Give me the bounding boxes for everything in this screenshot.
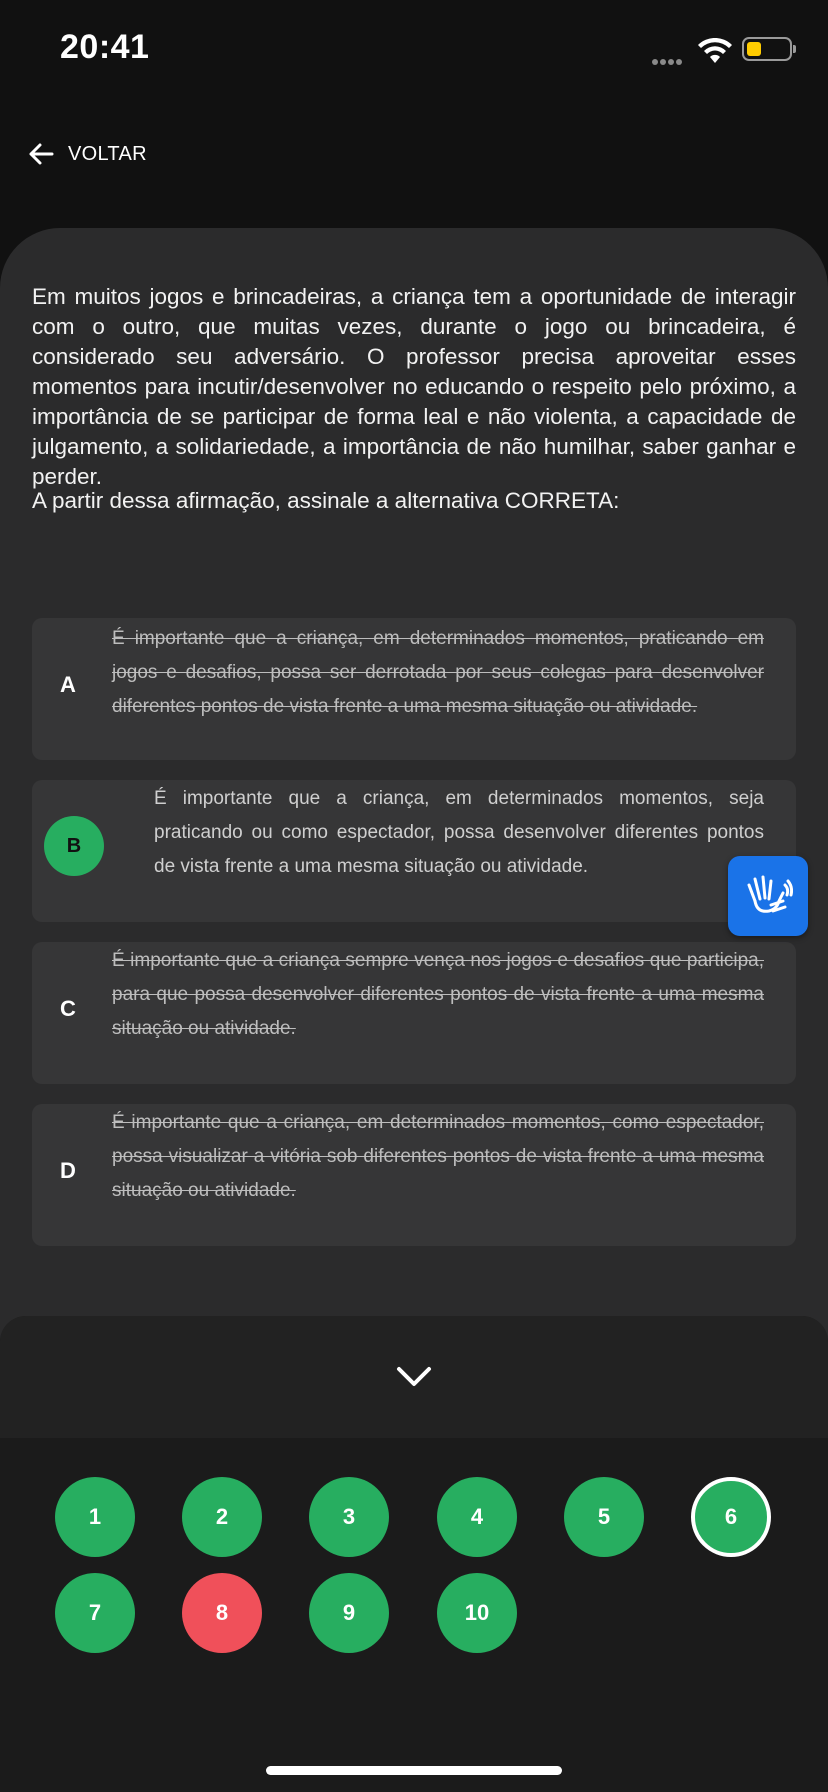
arrow-left-icon — [26, 139, 56, 169]
question-button-7[interactable]: 7 — [55, 1573, 135, 1653]
option-letter: A — [60, 672, 76, 697]
back-label: VOLTAR — [68, 142, 147, 165]
question-button-10[interactable]: 10 — [437, 1573, 517, 1653]
selected-option-badge: B — [44, 816, 104, 876]
home-indicator — [266, 1766, 562, 1775]
battery-icon — [742, 37, 792, 61]
signal-icon — [652, 52, 692, 62]
option-letter: C — [60, 996, 76, 1021]
question-text: Em muitos jogos e brincadeiras, a criança tem a oportunidade de interagir com o outro, que muitas vezes, durante o jogo ou brincadeira, é considerado seu adversário. O professor precisa aproveitar esses momentos para incutir/desenvolver no educando o respeito pelo próximo, a importância de se participar de forma leal e não violenta, a capacidade de julgamento, a solidariedade, a importância de não humilhar, saber ganhar e perder. — [32, 284, 796, 489]
sign-language-icon — [743, 871, 793, 921]
question-prompt: A partir dessa afirmação, assinale a alternativa CORRETA: — [32, 488, 620, 513]
question-button-3[interactable]: 3 — [309, 1477, 389, 1557]
option-a[interactable] — [32, 618, 796, 760]
option-text: É importante que a criança, em determinados momentos, como espectador, possa visualizar a vitória sob diferentes pontos de vista frente a uma mesma situação ou atividade. — [112, 1112, 764, 1201]
question-button-9[interactable]: 9 — [309, 1573, 389, 1653]
option-b[interactable] — [32, 780, 796, 922]
question-button-1[interactable]: 1 — [55, 1477, 135, 1557]
option-text: É importante que a criança sempre vença nos jogos e desafios que participa, para que possa desenvolver diferentes pontos de vista frente a uma mesma situação ou atividade. — [112, 950, 764, 1039]
option-d[interactable] — [32, 1104, 796, 1246]
option-text: É importante que a criança, em determinados momentos, praticando em jogos e desafios, possa ser derrotada por seus colegas para desenvolver diferentes pontos de vista frente a uma mesma situação ou atividade. — [112, 628, 764, 717]
question-button-2[interactable]: 2 — [182, 1477, 262, 1557]
back-button[interactable] — [26, 136, 147, 172]
sign-language-button[interactable] — [728, 856, 808, 936]
option-text: É importante que a criança, em determinados momentos, seja praticando ou como espectador, possa desenvolver diferentes pontos de vista frente a uma mesma situação ou atividade. — [154, 788, 764, 877]
option-c[interactable] — [32, 942, 796, 1084]
question-button-4[interactable]: 4 — [437, 1477, 517, 1557]
wifi-icon — [698, 38, 732, 64]
option-letter: D — [60, 1158, 76, 1183]
status-time: 20:41 — [60, 28, 150, 66]
question-button-6[interactable]: 6 — [691, 1477, 771, 1557]
question-button-8[interactable]: 8 — [182, 1573, 262, 1653]
question-button-5[interactable]: 5 — [564, 1477, 644, 1557]
chevron-down-icon[interactable] — [394, 1362, 434, 1392]
